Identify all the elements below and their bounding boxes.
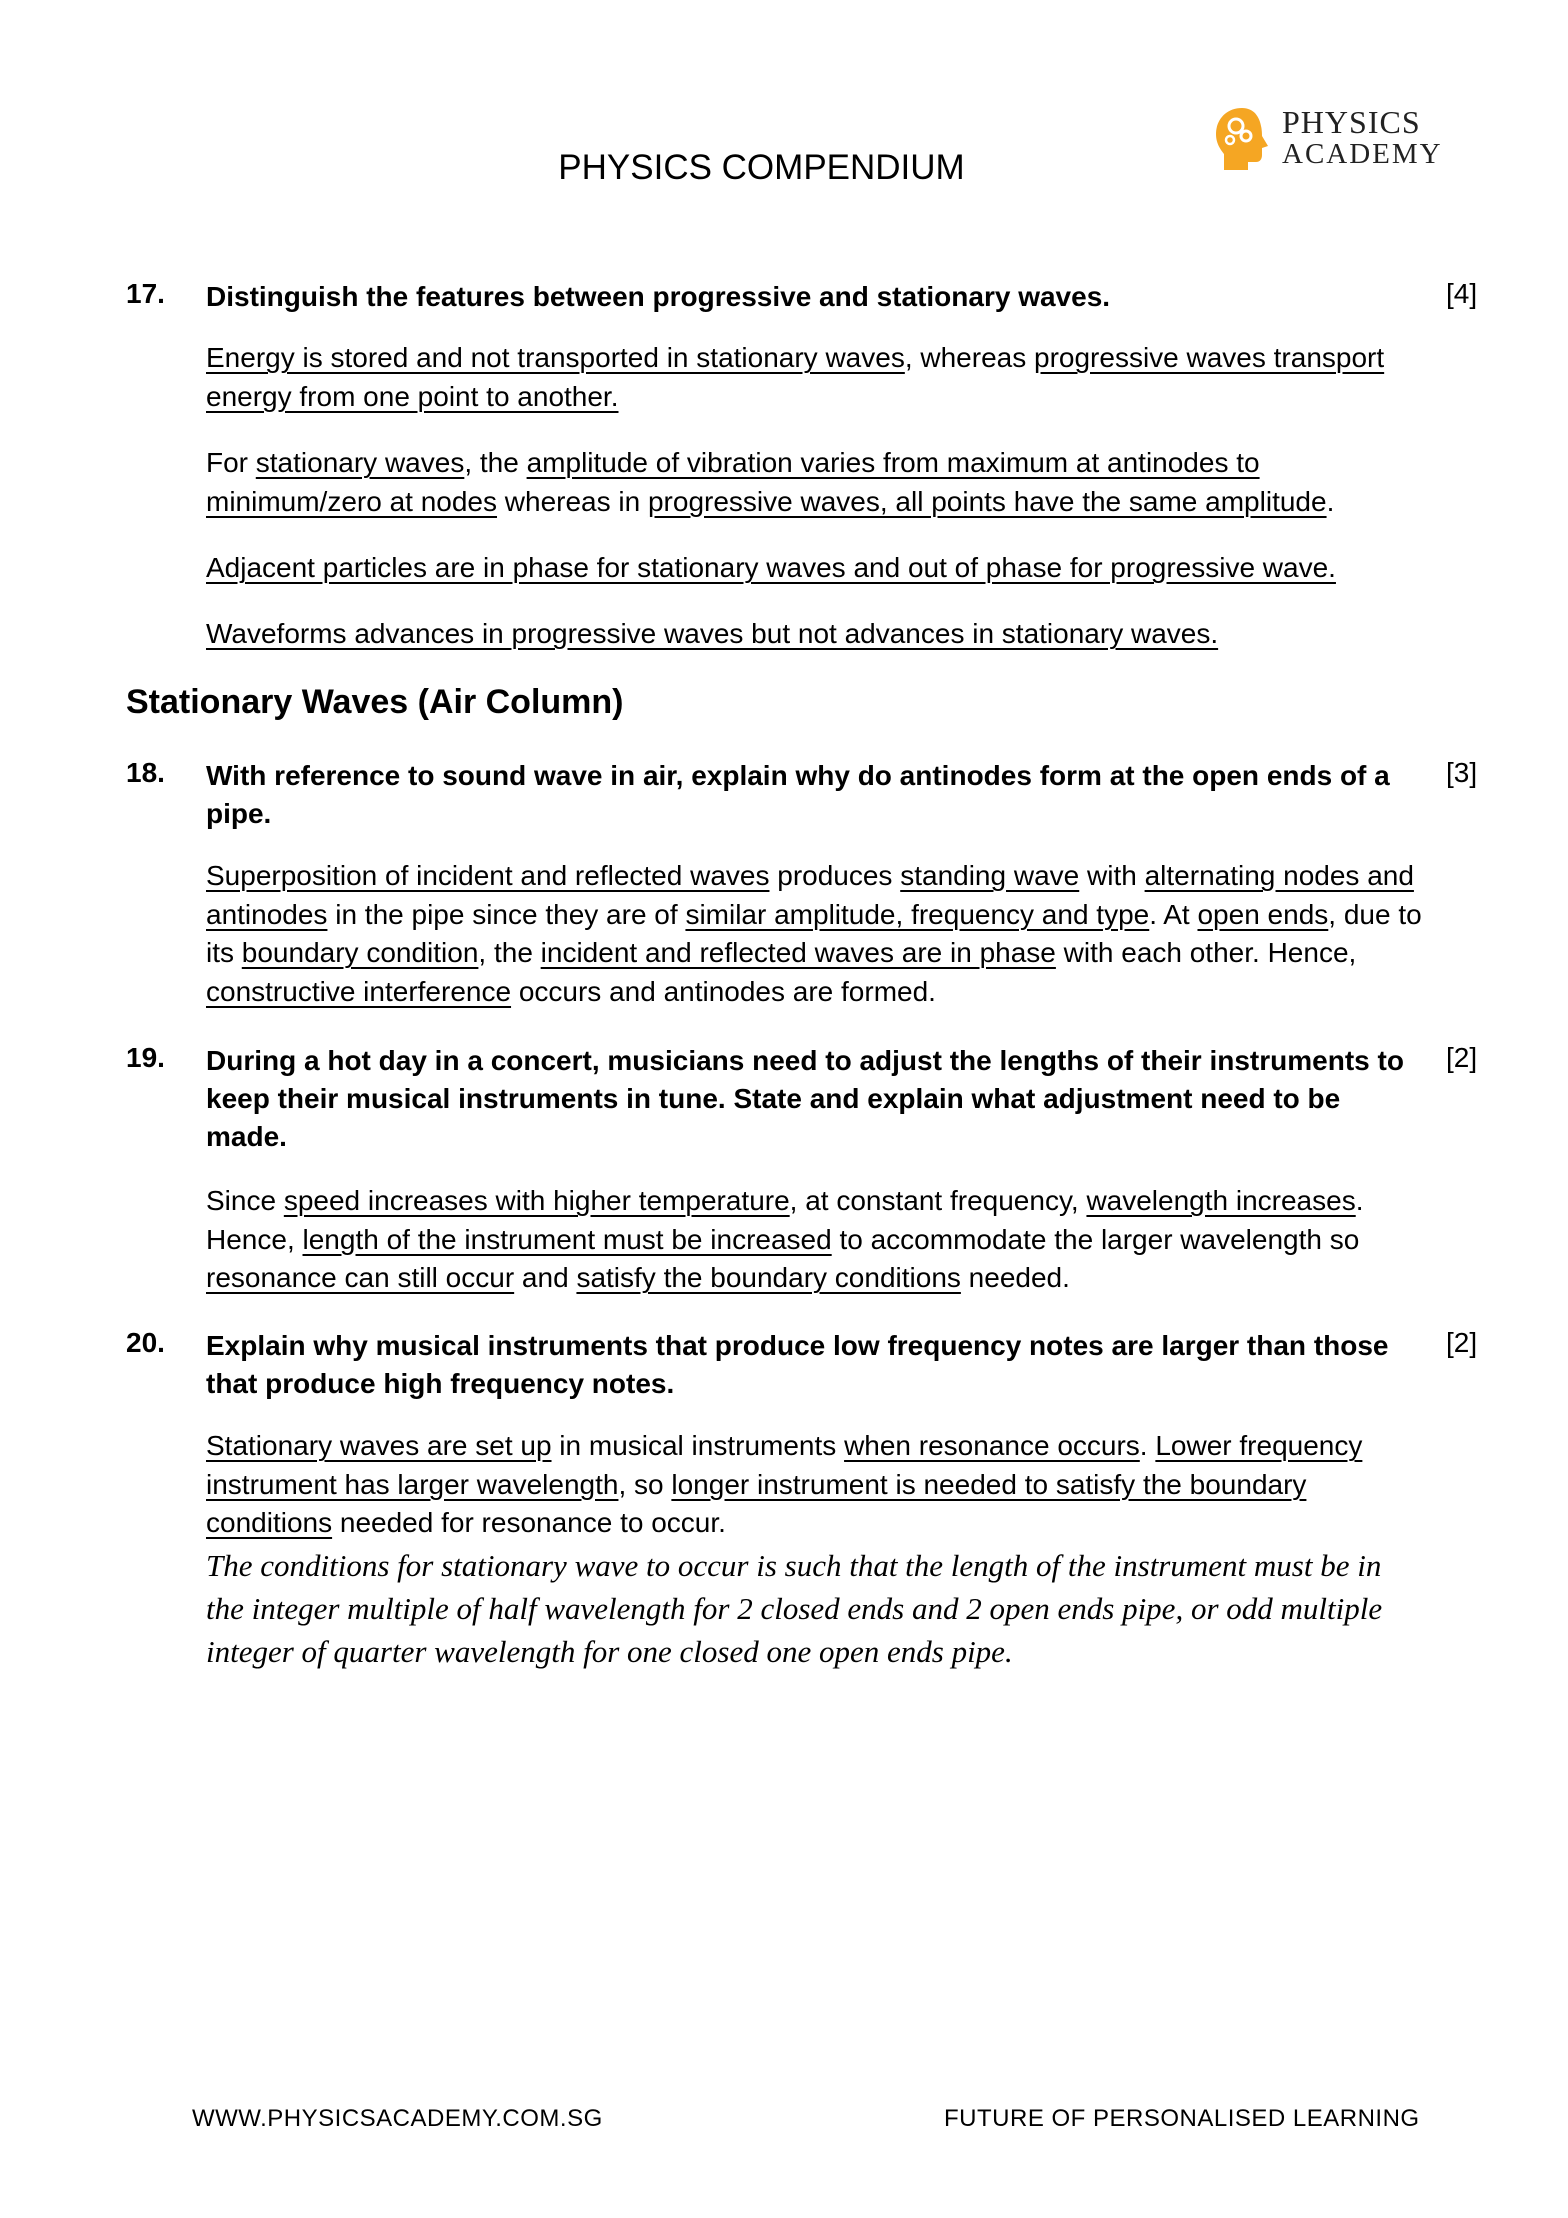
answer-text: . At — [1149, 898, 1198, 930]
answer-text: , the — [478, 937, 541, 968]
footer-tagline: FUTURE OF PERSONALISED LEARNING — [944, 2105, 1420, 2132]
question-text: Explain why musical instruments that produce low frequency notes are larger than those that produce high frequency notes. — [206, 1330, 1389, 1399]
marks: [2] — [1446, 1042, 1478, 1073]
answer-text: , whereas — [904, 342, 1034, 373]
key-point: when resonance occurs — [844, 1430, 1140, 1461]
logo-line-1: PHYSICS — [1282, 104, 1421, 140]
key-point: wavelength increases — [1086, 1185, 1356, 1216]
answer-text: , due to its — [206, 898, 1422, 968]
answer-text: needed for resonance to occur. — [332, 1507, 726, 1538]
answer-text: , so — [618, 1468, 672, 1500]
answer-text: , at constant frequency, — [789, 1185, 1087, 1216]
key-point: length of the instrument must be increased — [302, 1223, 832, 1255]
key-point: alternating nodes and antinodes — [206, 860, 1414, 930]
answer-text: with — [1079, 860, 1145, 891]
key-point: Energy is stored and not transported in stationary waves — [206, 342, 905, 373]
answer-paragraph — [206, 1182, 1426, 1298]
question-number: 18. — [126, 757, 165, 788]
key-point: progressive waves transport energy from one point to another. — [206, 342, 1385, 412]
key-point: Superposition of incident and reflected waves — [206, 860, 770, 891]
answer-text: and — [514, 1262, 577, 1293]
answer-text: , the — [464, 447, 527, 478]
answer-text: . — [1139, 1430, 1156, 1461]
footer-website-link[interactable]: WWW.PHYSICSACADEMY.COM.SG — [192, 2105, 603, 2132]
key-point: progressive waves, all points have the same amplitude — [647, 485, 1327, 517]
answer-text: to accommodate the larger wavelength so — [831, 1223, 1360, 1255]
question-number: 19. — [126, 1042, 165, 1073]
marks: [2] — [1446, 1327, 1478, 1358]
question-text: During a hot day in a concert, musicians need to adjust the lengths of their instruments to keep their musical instruments in tune. State and explain what adjustment need to be made. — [206, 1045, 1404, 1152]
answer-text: in musical instruments — [551, 1430, 845, 1461]
answer-text: needed. — [960, 1262, 1070, 1293]
answer-text: produces — [769, 860, 901, 891]
page-title: PHYSICS COMPENDIUM — [558, 148, 965, 187]
logo-line-2: ACADEMY — [1282, 138, 1443, 170]
answer-paragraph — [206, 1427, 1426, 1543]
key-point: Lower frequency instrument has larger wavelength — [206, 1430, 1363, 1500]
answer-text: with each other. Hence, — [1055, 937, 1357, 968]
answer-text: in the pipe since they are of — [327, 898, 686, 930]
key-point: Adjacent particles are in phase for stationary waves and out of phase for progressive wave. — [206, 552, 1336, 583]
question-text: With reference to sound wave in air, explain why do antinodes form at the open ends of a pipe. — [206, 760, 1390, 829]
key-point: satisfy the boundary conditions — [576, 1262, 961, 1293]
key-point: Waveforms advances in progressive waves but not advances in stationary waves. — [206, 618, 1219, 649]
key-point: speed increases with higher temperature — [283, 1185, 790, 1216]
answer-text: whereas in — [497, 485, 648, 517]
key-point: open ends — [1197, 898, 1329, 930]
answer-text: Since — [206, 1185, 284, 1216]
key-point: amplitude of vibration varies from maximum at antinodes to minimum/zero at nodes — [206, 447, 1260, 517]
answer-text: . Hence, — [206, 1185, 1364, 1255]
section-heading: Stationary Waves (Air Column) — [126, 683, 624, 721]
head-gear-icon — [1212, 104, 1278, 174]
key-point: Stationary waves are set up — [206, 1430, 552, 1461]
key-point: stationary waves — [255, 447, 465, 478]
question-number: 17. — [126, 278, 165, 309]
italic-note: The conditions for stationary wave to occur is such that the length of the instrument must be in the integer multiple of half wavelength for 2 closed ends and 2 open ends pipe, or odd multiple integer of quarter wavelength for one closed one open ends pipe. — [206, 1548, 1383, 1669]
question-text: Distinguish the features between progressive and stationary waves. — [206, 281, 1111, 312]
key-point: boundary condition — [241, 937, 479, 968]
key-point: resonance can still occur — [206, 1262, 515, 1293]
key-point: longer instrument is needed to satisfy the boundary conditions — [206, 1468, 1307, 1538]
key-point: incident and reflected waves are in phase — [540, 937, 1056, 968]
question-number: 20. — [126, 1327, 165, 1358]
marks: [4] — [1446, 278, 1478, 309]
answer-text: . — [1326, 485, 1335, 517]
answer-text: occurs and antinodes are formed. — [511, 975, 936, 1007]
answer-text: For — [206, 447, 256, 478]
answer-paragraph — [206, 549, 1426, 588]
key-point: standing wave — [900, 860, 1080, 891]
answer-paragraph — [206, 339, 1426, 416]
answer-paragraph — [206, 857, 1426, 1011]
answer-paragraph — [206, 615, 1426, 654]
key-point: similar amplitude, frequency and type — [685, 898, 1150, 930]
answer-paragraph — [206, 444, 1426, 521]
key-point: constructive interference — [206, 975, 512, 1007]
marks: [3] — [1446, 757, 1478, 788]
physics-academy-logo — [1212, 100, 1452, 180]
